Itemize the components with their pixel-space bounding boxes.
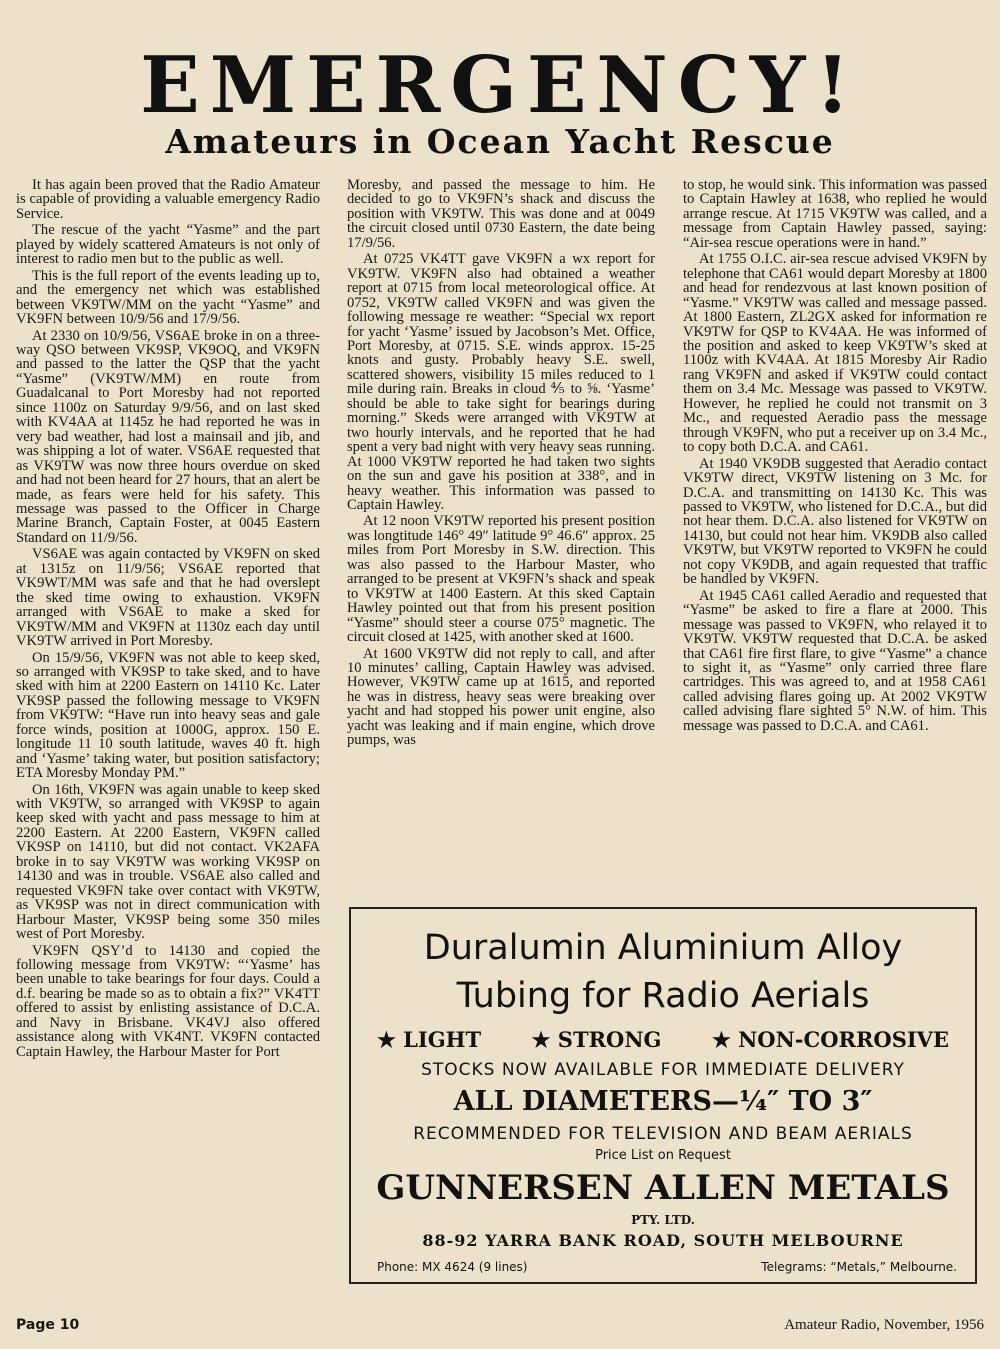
ad-phone: Phone: MX 4624 (9 lines) [377,1260,528,1274]
paragraph: This is the full report of the events leading up to, and the emergency net which was established between VK9TW/MM on the yacht “Yasme” and VK9FN between 10/9/56 and 17/9/56. [16,267,320,328]
paragraph: VK9FN QSY’d to 14130 and copied the following message from VK9TW: “‘Yasme’ has been unable to take bearings for four days. Could a d.f. bearing be made so as to obtain a fix?” VK4TT offered to assist by enlisting assistance of D.C.A. and Navy in Brisbane. VK4VJ also offered assistance along with VK4NT. VK9FN contacted Captain Hawley, the Harbour Master for Port [16,942,320,1060]
paragraph: On 15/9/56, VK9FN was not able to keep sked, so arranged with VK9SP to take sked, and to have sked with him at 2200 Eastern on 14110 Kc. Later VK9SP passed the following message to VK9FN from VK9TW: “Have run into heavy seas and gale force winds, position at 1000G, approx. 150 E. longitude 11 10 south latitude, waves 40 ft. high and ‘Yasme’ taking water, but position satisfactory; ETA Moresby Monday PM.” [16,649,320,782]
paragraph: to stop, he would sink. This information was passed to Captain Hawley at 1638, who replied he would arrange rescue. At 1715 VK9TW was called, and a message from Captain Hawley passed, saying: “Air-sea rescue operations were in hand.” [683,178,987,251]
paragraph: It has again been proved that the Radio Amateur is capable of providing a valuable emergency Radio Service. [16,178,320,222]
paragraph: At 1940 VK9DB suggested that Aeradio contact VK9TW direct, VK9TW listening on 3 Mc. for D.C.A. and transmitting on 14130 Kc. This was passed to VK9TW, who listened for D.C.A., but did not hear them. D.C.A. also listened for VK9TW on 14130, but could not hear him. VK9DB also called VK9TW, but VK9TW reported to VK9FN he could not copy VK9DB, and again requested that traffic be handled by VK9FN. [683,455,987,588]
issue-line: Amateur Radio, November, 1956 [784,1317,984,1333]
ad-title-line-2: Tubing for Radio Aerials [456,976,870,1016]
ad-diameters-line: ALL DIAMETERS—¼″ TO 3″ [453,1086,873,1117]
article-column-1 [16,178,320,1298]
headline: EMERGENCY! [140,40,860,131]
ad-pty-ltd: PTY. LTD. [631,1213,695,1227]
paragraph: At 1600 VK9TW did not reply to call, and after 10 minutes’ calling, Captain Hawley was advised. However, VK9TW came up at 1615, and reported he was in distress, heavy seas were breaking over yacht and had stopped his power unit engine, also yacht was leaking and if main engine, which drove pumps, was [347,645,655,749]
ad-feature-non-corrosive: ★ NON-CORROSIVE [711,1027,949,1052]
ad-telegrams: Telegrams: “Metals,” Melbourne. [761,1260,957,1274]
paragraph: On 16th, VK9FN was again unable to keep sked with VK9TW, so arranged with VK9SP to again keep sked with yacht and pass message to him at 2200 Eastern. At 2200 Eastern, VK9FN called VK9SP on 14110, but did not contact. VK2AFA broke in to say VK9TW was working VK9SP on 14130 and was in trouble. VS6AE also called and requested VK9FN take over contact with VK9TW, as VK9SP was not in direct communication with Harbour Master, VK9SP being some 350 miles west of Port Moresby. [16,781,320,943]
ad-stocks-line: STOCKS NOW AVAILABLE FOR IMMEDIATE DELIVERY [421,1060,905,1080]
paragraph: At 1945 CA61 called Aeradio and requested that “Yasme” be asked to fire a flare at 2000. This message was passed to VK9FN, who relayed it to VK9TW. VK9TW requested that D.C.A. be asked that CA61 fire first flare, to give “Yasme” a chance to sight it, as “Yasme” only carried three flare cartridges. This was agreed to, and at 1958 CA61 called advising flares going up. At 2002 VK9TW called advising flare sighted 5° N.W. of him. This message was passed to D.C.A. and CA61. [683,587,987,734]
subheadline: Amateurs in Ocean Yacht Rescue [165,122,835,161]
article-column-3 [683,178,987,890]
paragraph: VS6AE was again contacted by VK9FN on sked at 1315z on 11/9/56; VS6AE reported that VK9WT/MM was safe and that he had overslept the sked time owing to exhaustion. VK9FN arranged with VS6AE to make a sked for VK9TW/MM and VK9FN at 1130z each day until VK9TW arrived in Port Moresby. [16,546,320,650]
article-column-2 [347,178,655,890]
ad-address: 88-92 YARRA BANK ROAD, SOUTH MELBOURNE [422,1231,904,1250]
ad-feature-strong: ★ STRONG [531,1027,662,1052]
page-number: Page 10 [16,1317,80,1333]
ad-features [351,1027,975,1053]
paragraph: At 1755 O.I.C. air-sea rescue advised VK9FN by telephone that CA61 would depart Moresby at 1800 and head for rendezvous at last known position of “Yasme.” VK9TW was called and message passed. At 1800 Eastern, ZL2GX asked for information re VK9TW for QSP to KV4AA. He was informed of the position and asked to keep VK9TW’s sked at 1100z with KV4AA. At 1815 Moresby Air Radio rang VK9FN and asked if VK9TW could contact them on 3.4 Mc. Message was passed to VK9TW. However, he replied he could not transmit on 3 Mc., and requested Aeradio pass the message through VK9FN, who put a receiver up on 3.4 Mc., to copy both D.C.A. and CA61. [683,251,987,456]
paragraph: At 2330 on 10/9/56, VS6AE broke in on a three-way QSO between VK9SP, VK9OQ, and VK9FN and passed to the latter the QSP that the yacht “Yasme” (VK9TW/MM) en route from Guadalcanal to Port Moresby had not reported since 1100z on Saturday 9/9/56, and on last sked with KV4AA at 1145z he had reported he was in very bad weather, had lost a mainsail and jib, and was shipping a lot of water. VS6AE requested that as VK9TW was now three hours overdue on sked and had not been heard for 27 hours, that an alert be made, as fears were held for his safety. This message was passed to the Officer in Charge Marine Branch, Captain Foster, at 0045 Eastern Standard on 11/9/56. [16,327,320,546]
ad-feature-light: ★ LIGHT [377,1027,482,1052]
paragraph: Moresby, and passed the message to him. He decided to go to VK9FN’s shack and discuss the position with VK9TW. This was done and at 0049 the circuit closed until 0730 Eastern, the date being 17/9/56. [347,178,655,251]
ad-price-list: Price List on Request [595,1148,731,1163]
ad-recommended-line: RECOMMENDED FOR TELEVISION AND BEAM AERIALS [413,1124,913,1144]
ad-title-line-1: Duralumin Aluminium Alloy [423,928,903,968]
ad-company-name: GUNNERSEN ALLEN METALS [376,1168,950,1208]
paragraph: At 0725 VK4TT gave VK9FN a wx report for VK9TW. VK9FN also had obtained a weather report at 0715 from local meteorological office. At 0752, VK9TW called VK9FN and was given the following message re weather: “Special wx report for yacht ‘Yasme’ issued by Jacobson’s Met. Office, Port Moresby, at 0715. S.E. winds approx. 15-25 knots and gusty. Probably heavy S.E. swell, scattered showers, visibility 15 miles reduced to 1 mile during rain. Breaks in cloud ⅘ to ⅝. ‘Yasme’ should be able to take sight for bearings during morning.” Skeds were arranged with VK9TW at two hourly intervals, and he reported that he had spent a very bad night with very heavy seas running. At 1000 VK9TW reported he had taken two sights on the sun and gave his position at 338°, and in heavy weather. This information was passed to Captain Hawley. [347,251,655,513]
paragraph: At 12 noon VK9TW reported his present position was longtitude 146° 49″ latitude 9° 46.6″ approx. 25 miles from Port Moresby in S.W. direction. This was also passed to the Harbour Master, who arranged to be present at VK9FN’s shack and speak to VK9TW at 1400 Eastern. At this sked Captain Hawley pointed out that from his present position “Yasme” should steer a course 075° magnetic. The circuit closed at 1425, with another sked at 1600. [347,513,655,646]
advertisement-box [349,907,977,1284]
paragraph: The rescue of the yacht “Yasme” and the part played by widely scattered Amateurs is not only of interest to radio men but to the public as well. [16,222,320,268]
